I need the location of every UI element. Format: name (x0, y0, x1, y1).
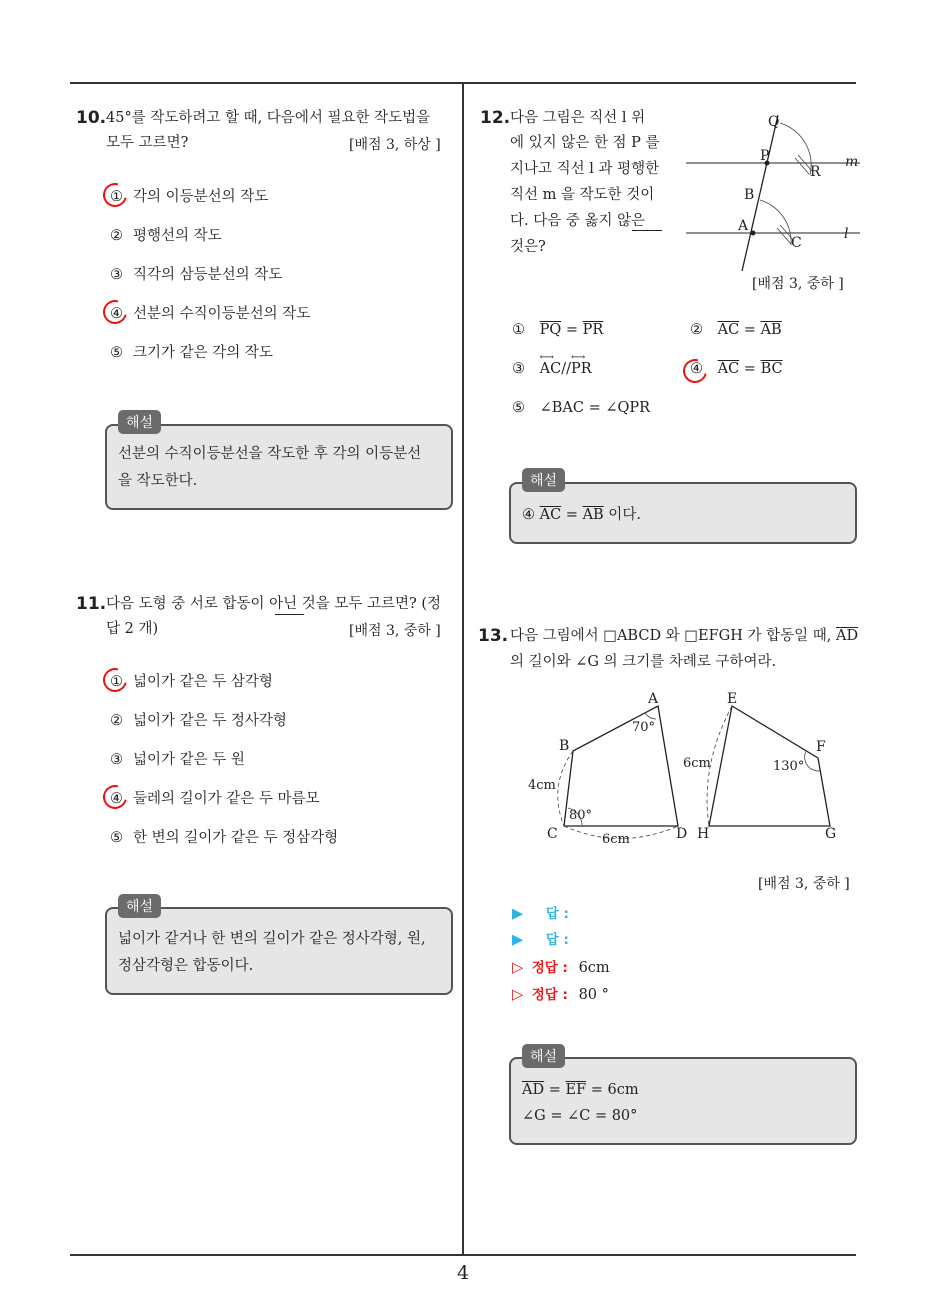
q10-choice-3-num: ③ (110, 267, 123, 283)
q12-underline-incorrect (632, 230, 662, 231)
q12-choice-2-num: ② (690, 322, 703, 338)
q10-choice-2-text: 평행선의 작도 (133, 228, 222, 244)
q12-score: [배점 3, 중하 ] (752, 276, 844, 292)
q10-choice-5[interactable] (110, 341, 273, 362)
q11-answer-mark-4 (99, 781, 132, 814)
q11-choice-3-num: ③ (110, 752, 123, 768)
q11-choice-2-num: ② (110, 713, 123, 729)
q13-text-line1: 다음 그림에서 □ABCD 와 □EFGH 가 합동일 때, $\overline{AD}$ (510, 628, 859, 644)
q10-choice-4-num: ④ (110, 306, 123, 322)
q12-text-line5: 다. 다음 중 옳지 않은 (510, 213, 646, 229)
page-number: 4 (456, 1262, 470, 1284)
correct-answer-arrow-icon: ▷ (512, 987, 524, 1003)
q10-choice-4[interactable] (110, 302, 310, 323)
q13-correct-value-2: 80 ° (578, 987, 609, 1003)
q13-answer-row-4 (512, 983, 609, 1003)
q13-label-H: H (697, 826, 710, 842)
q13-explanation-line1: $\overline{AD} = \overline{EF} = 6cm$ (522, 1082, 639, 1098)
q10-choice-2-num: ② (110, 228, 123, 244)
q12-choice-3-num: ③ (512, 361, 525, 377)
q13-label-G: G (825, 826, 837, 842)
q13-angle-F: 130° (773, 759, 805, 774)
q11-answer-mark-1 (99, 664, 132, 697)
q13-answer-label-1: 답 : (545, 906, 569, 922)
column-divider (462, 83, 464, 1255)
q12-number: 12. (480, 108, 511, 128)
q12-label-Q: Q (768, 114, 780, 130)
q13-correct-label-2: 정답 : (531, 987, 568, 1003)
q12-label-A: A (738, 218, 749, 234)
q12-choice-1-num: ① (512, 322, 525, 338)
q11-choice-3[interactable] (110, 748, 245, 769)
q13-correct-label-1: 정답 : (531, 960, 568, 976)
q12-choice-5-num: ⑤ (512, 400, 525, 416)
q13-side-EH: 6cm (683, 756, 711, 771)
q12-choice-4[interactable]: ④ $\overline{AC} = \overline{BC}$ (690, 361, 783, 377)
q10-choice-1[interactable] (110, 185, 268, 206)
answer-arrow-icon: ▶ (512, 932, 524, 948)
q11-choice-5-num: ⑤ (110, 830, 123, 846)
q12-choice-2[interactable]: ② $\overline{AC} = \overline{AB}$ (690, 322, 782, 338)
q10-choice-5-text: 크기가 같은 각의 작도 (133, 345, 273, 361)
q12-construction-figure (680, 105, 865, 275)
q12-explanation-tag: 해설 (522, 468, 565, 492)
q10-explanation-line2: 을 작도한다. (118, 473, 198, 489)
q10-choice-1-text: 각의 이등분선의 작도 (133, 189, 269, 205)
q10-choice-4-text: 선분의 수직이등분선의 작도 (133, 306, 311, 322)
q13-label-C: C (547, 826, 558, 842)
q13-score: [배점 3, 중하 ] (758, 876, 850, 892)
q13-explanation-tag: 해설 (522, 1044, 565, 1068)
q10-choice-2[interactable] (110, 224, 222, 245)
q13-label-F: F (816, 739, 826, 755)
q11-explanation-line1: 넓이가 같거나 한 변의 길이가 같은 정사각형, 원, (118, 931, 426, 947)
q11-choice-5-text: 한 변의 길이가 같은 두 정삼각형 (133, 830, 339, 846)
q13-answer-label-2: 답 : (545, 932, 569, 948)
q12-text-line2: 에 있지 않은 한 점 P 를 (510, 135, 660, 151)
q11-number: 11. (76, 594, 107, 614)
q11-choice-2-text: 넓이가 같은 두 정사각형 (133, 713, 287, 729)
q10-explanation-tag: 해설 (118, 410, 161, 434)
q11-choice-1-num: ① (110, 674, 123, 690)
q11-explanation-tag: 해설 (118, 894, 161, 918)
q13-answer-row-2 (512, 928, 569, 948)
q10-answer-mark-1 (99, 179, 132, 212)
q12-answer-mark-4 (679, 355, 712, 388)
q10-choice-1-num: ① (110, 189, 123, 205)
q13-label-B: B (559, 738, 570, 754)
q13-answer-row-1 (512, 902, 569, 922)
q11-score: [배점 3, 중하 ] (349, 623, 441, 639)
q11-choice-4[interactable] (110, 787, 320, 808)
q13-side-CD: 6cm (602, 832, 630, 846)
q10-text-line2: 모두 고르면? (106, 135, 189, 151)
q10-score: [배점 3, 하상 ] (349, 137, 441, 153)
q11-choice-1[interactable] (110, 670, 273, 691)
q11-underline-not (275, 614, 304, 615)
q12-choice-5[interactable]: ⑤ ∠BAC = ∠QPR (512, 400, 651, 416)
q12-choice-1[interactable]: ① $\overline{PQ} = \overline{PR}$ (512, 322, 604, 338)
q10-explanation-line1: 선분의 수직이등분선을 작도한 후 각의 이등분선 (118, 446, 422, 462)
q11-choice-1-text: 넓이가 같은 두 삼각형 (133, 674, 273, 690)
q12-explanation-line1: ④ $\overline{AC} = \overline{AB}$ 이다. (522, 507, 641, 523)
q10-choice-3-text: 직각의 삼등분선의 작도 (133, 267, 283, 283)
q12-choice-3[interactable]: ③ AC ⟷ //PR ⟷ (512, 352, 592, 377)
q11-choice-4-num: ④ (110, 791, 123, 807)
q10-number: 10. (76, 108, 107, 128)
q12-label-m: m (845, 154, 859, 170)
q12-text-line1: 다음 그림은 직선 l 위 (510, 110, 646, 126)
q12-label-l: l (844, 226, 849, 242)
q11-text-line1: 다음 도형 중 서로 합동이 아닌 것을 모두 고르면? (정 (106, 596, 442, 612)
q13-label-A: A (648, 691, 659, 707)
q13-quadrilaterals-figure (520, 686, 850, 846)
q12-label-R: R (810, 164, 821, 180)
q11-explanation-line2: 정삼각형은 합동이다. (118, 958, 254, 974)
q13-explanation-line2: ∠G = ∠C = 80° (522, 1108, 638, 1124)
q10-text-line1: 45°를 작도하려고 할 때, 다음에서 필요한 작도법을 (106, 110, 431, 126)
q11-choice-2[interactable] (110, 709, 287, 730)
q12-label-P: P (760, 148, 770, 164)
q13-correct-value-1: 6cm (578, 960, 610, 976)
answer-arrow-icon: ▶ (512, 906, 524, 922)
q12-text-line3: 지나고 직선 l 과 평행한 (510, 161, 660, 177)
q12-text-line6: 것은? (510, 239, 546, 255)
bottom-rule (70, 1254, 856, 1256)
q13-angle-C: 80° (569, 808, 593, 823)
q13-label-E: E (727, 691, 738, 707)
q10-answer-mark-4 (99, 296, 132, 329)
q11-choice-4-text: 둘레의 길이가 같은 두 마름모 (133, 791, 320, 807)
correct-answer-arrow-icon: ▷ (512, 960, 524, 976)
q13-angle-A: 70° (632, 720, 656, 735)
q13-text-line2: 의 길이와 ∠G 의 크기를 차례로 구하여라. (510, 654, 777, 670)
q10-choice-3[interactable] (110, 263, 282, 284)
q11-text-line2: 답 2 개) (106, 621, 159, 637)
q13-number: 13. (478, 626, 509, 646)
q10-choice-5-num: ⑤ (110, 345, 123, 361)
q13-answer-row-3 (512, 956, 610, 976)
q12-text-line4: 직선 m 을 작도한 것이 (510, 187, 655, 203)
q13-label-D: D (676, 826, 688, 842)
q13-side-BC: 4cm (528, 778, 556, 793)
q12-label-C: C (791, 235, 802, 251)
q12-label-B: B (744, 187, 755, 203)
q11-choice-3-text: 넓이가 같은 두 원 (133, 752, 245, 768)
q11-choice-5[interactable] (110, 826, 338, 847)
q12-choice-4-num: ④ (690, 361, 703, 377)
